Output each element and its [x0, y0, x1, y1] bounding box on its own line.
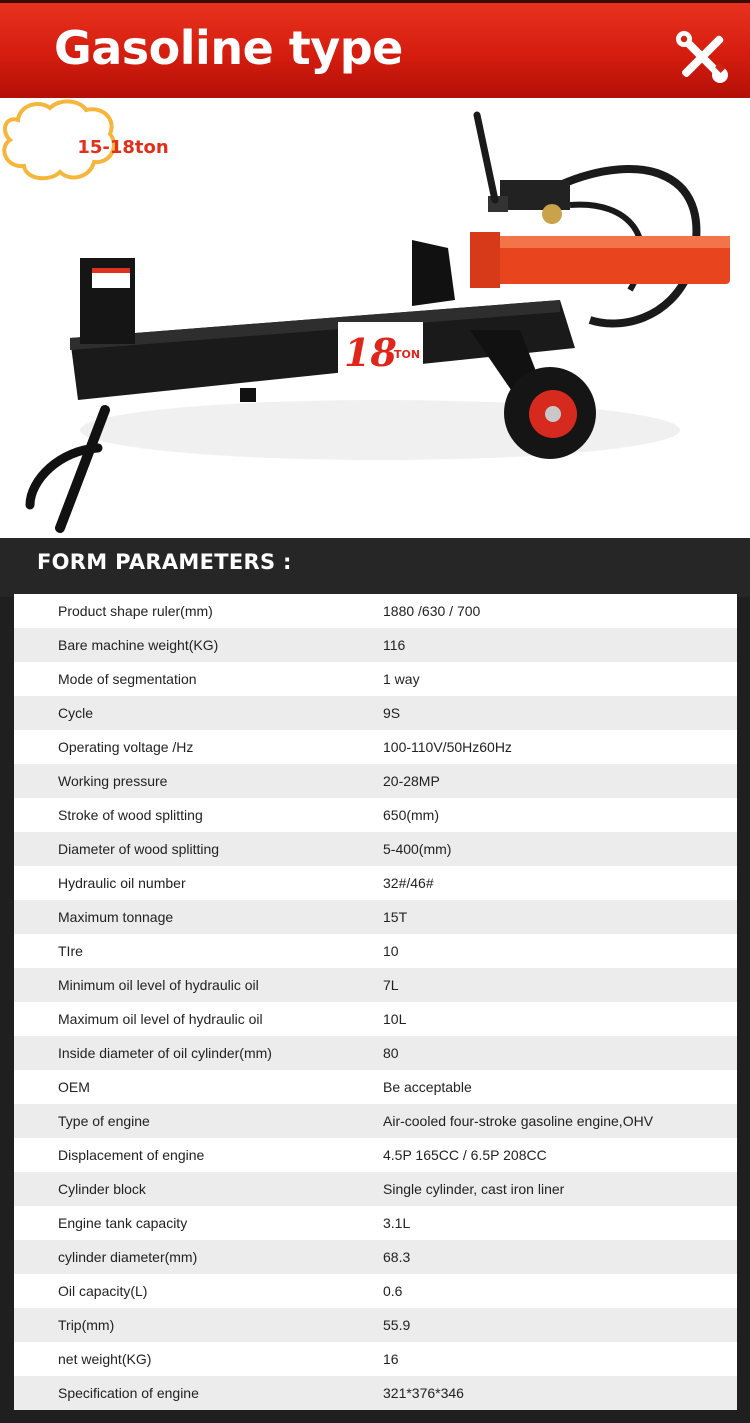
tonnage-badge: 15-18ton: [77, 137, 169, 158]
table-row: TIre 10: [14, 934, 737, 968]
table-row: Inside diameter of oil cylinder(mm) 80: [14, 1036, 737, 1070]
table-row: cylinder diameter(mm) 68.3: [14, 1240, 737, 1274]
page-title: Gasoline type: [54, 21, 403, 75]
table-row: Specification of engine 321*376*346: [14, 1376, 737, 1410]
table-row: Cylinder block Single cylinder, cast iron liner: [14, 1172, 737, 1206]
table-row: Maximum oil level of hydraulic oil 10L: [14, 1002, 737, 1036]
table-row: Mode of segmentation 1 way: [14, 662, 737, 696]
table-row: Hydraulic oil number 32#/46#: [14, 866, 737, 900]
machine-label-unit: TON: [394, 348, 421, 361]
table-row: Trip(mm) 55.9: [14, 1308, 737, 1342]
table-row: OEM Be acceptable: [14, 1070, 737, 1104]
table-row: Operating voltage /Hz 100-110V/50Hz60Hz: [14, 730, 737, 764]
table-row: Diameter of wood splitting 5-400(mm): [14, 832, 737, 866]
product-image: [0, 98, 750, 538]
table-row: net weight(KG) 16: [14, 1342, 737, 1376]
page-header: [0, 0, 750, 98]
table-row: Cycle 9S: [14, 696, 737, 730]
table-row: Oil capacity(L) 0.6: [14, 1274, 737, 1308]
section-title: FORM PARAMETERS :: [37, 550, 292, 574]
table-row: Product shape ruler(mm) 1880 /630 / 700: [14, 594, 737, 628]
machine-label-number: 18: [344, 330, 397, 375]
table-row: Displacement of engine 4.5P 165CC / 6.5P 208CC: [14, 1138, 737, 1172]
table-row: Working pressure 20-28MP: [14, 764, 737, 798]
table-row: Stroke of wood splitting 650(mm): [14, 798, 737, 832]
table-row: Maximum tonnage 15T: [14, 900, 737, 934]
table-row: Type of engine Air-cooled four-stroke gasoline engine,OHV: [14, 1104, 737, 1138]
section-header: [0, 538, 750, 597]
table-row: Engine tank capacity 3.1L: [14, 1206, 737, 1240]
parameters-table: [14, 594, 737, 1410]
table-row: Bare machine weight(KG) 116: [14, 628, 737, 662]
tools-icon: [676, 31, 728, 83]
table-row: Minimum oil level of hydraulic oil 7L: [14, 968, 737, 1002]
